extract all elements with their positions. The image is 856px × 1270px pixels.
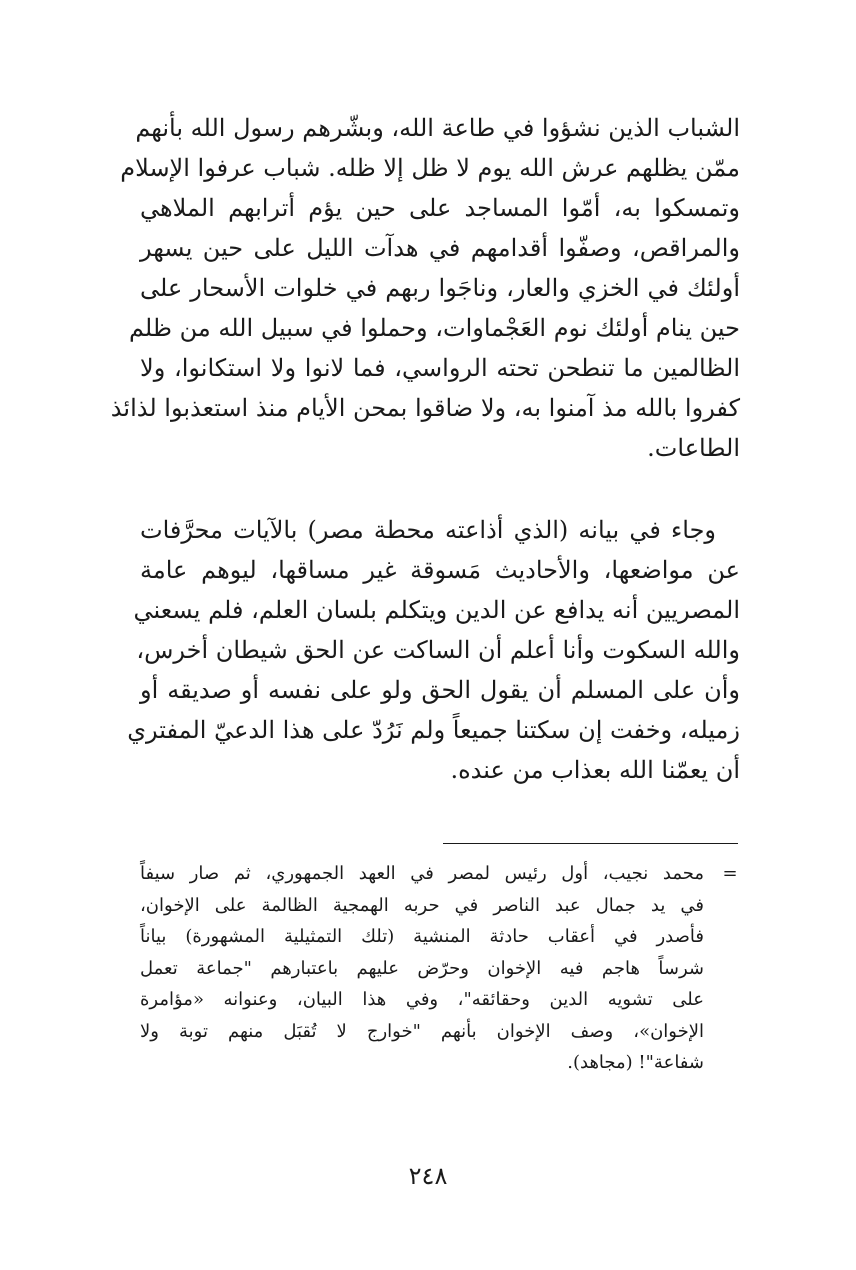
paragraph-line: وأن على المسلم أن يقول الحق ولو على نفسه أو صديقه أو: [140, 676, 740, 704]
footnote-line: محمد نجيب، أول رئيس لمصر في العهد الجمهوري، ثم صار سيفاً: [140, 863, 704, 884]
footnote-line: على تشويه الدين وحقائقه"، وفي هذا البيان، وعنوانه «مؤامرة: [140, 989, 704, 1010]
paragraph-2: [127, 510, 740, 790]
paragraph-1: [110, 108, 740, 468]
footnote-line: الإخوان»، وصف الإخوان بأنهم "خوارج لا تُقبَل منهم توبة ولا: [140, 1020, 704, 1042]
paragraph-line: عن مواضعها، والأحاديث مَسوقة غير مساقها، ليوهم عامة: [140, 556, 740, 584]
paragraph-line: كفروا بالله مذ آمنوا به، ولا ضاقوا بمحن الأيام منذ استعذبوا لذائذ: [110, 394, 740, 422]
paragraph-line: وجاء في بيانه (الذي أذاعته محطة مصر) بالآيات محرَّفات: [140, 516, 716, 544]
paragraph-line: المصريين أنه يدافع عن الدين ويتكلم بلسان العلم، فلم يسعني: [133, 596, 740, 624]
footnote-line: في يد جمال عبد الناصر في حربه الهمجية الظالمة على الإخوان،: [140, 894, 704, 916]
paragraph-line: أن يعمّنا الله بعذاب من عنده.: [450, 756, 740, 784]
footnote: [140, 858, 740, 1079]
paragraph-line: ممّن يظلهم عرش الله يوم لا ظل إلا ظله. شباب عرفوا الإسلام: [120, 154, 740, 182]
page-number: ٢٤٨: [408, 1162, 448, 1190]
footnote-line: شرساً هاجم فيه الإخوان وحرّض عليهم باعتبارهم "جماعة تعمل: [140, 957, 704, 979]
footnote-line: فأصدر في أعقاب حادثة المنشية (تلك التمثيلية المشهورة) بياناً: [140, 926, 704, 947]
footnote-line: شفاعة"! (مجاهد).: [567, 1052, 704, 1073]
footnote-marker: =: [722, 863, 738, 884]
paragraph-line: وتمسكوا به، أمّوا المساجد على حين يؤم أترابهم الملاهي: [140, 194, 740, 222]
paragraph-line: الظالمين ما تنطحن تحته الرواسي، فما لانوا ولا استكانوا، ولا: [140, 354, 740, 382]
paragraph-line: زميله، وخفت إن سكتنا جميعاً ولم نَرُدّ على هذا الدعيّ المفتري: [127, 716, 740, 744]
paragraph-line: أولئك في الخزي والعار، وناجَوا ربهم في خلوات الأسحار على: [140, 274, 740, 302]
paragraph-line: حين ينام أولئك نوم العَجْماوات، وحملوا في سبيل الله من ظلم: [128, 314, 740, 342]
paragraph-line: الشباب الذين نشؤوا في طاعة الله، وبشّرهم رسول الله بأنهم: [135, 114, 740, 142]
footnote-separator: [443, 843, 738, 844]
paragraph-line: والمراقص، وصفّوا أقدامهم في هدآت الليل على حين يسهر: [140, 234, 740, 262]
paragraph-line: الطاعات.: [647, 434, 740, 462]
paragraph-line: والله السكوت وأنا أعلم أن الساكت عن الحق شيطان أخرس،: [136, 636, 740, 664]
